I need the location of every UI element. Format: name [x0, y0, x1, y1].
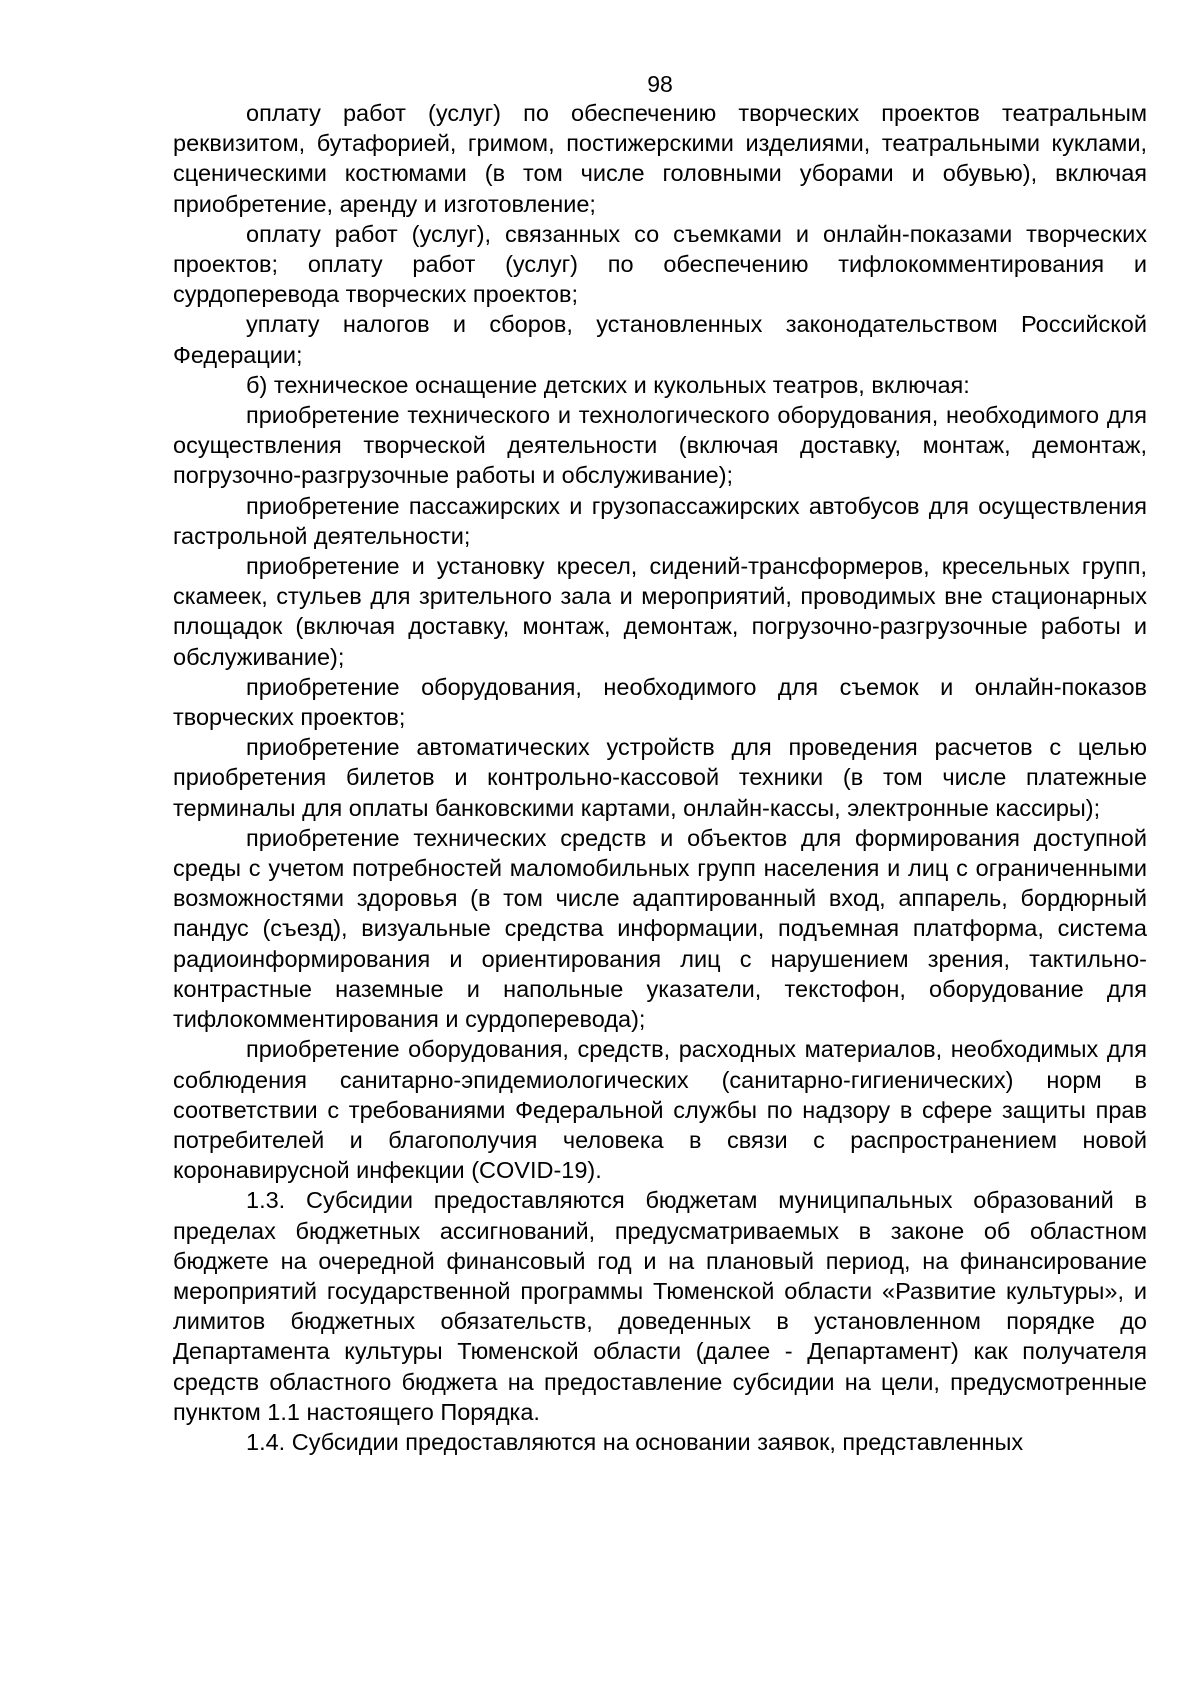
paragraph-seating: приобретение и установку кресел, сидений-трансформеров, кресельных групп, скамеек, стульев для зрительного зала и мероприятий, проводимых вне стационарных площадок (включая доставку, монтаж, демонтаж, погрузочно-разгрузочные работы и обслуживание);	[173, 553, 1147, 670]
paragraph-filming-shows: оплату работ (услуг), связанных со съемками и онлайн-показами творческих проектов; оплату работ (услуг) по обеспечению тифлокомментирования и сурдоперевода творческих проектов;	[173, 220, 1147, 308]
paragraph-buses: приобретение пассажирских и грузопассажирских автобусов для осуществления гастрольной деятельности;	[173, 492, 1147, 549]
paragraph-tech-equipment: приобретение технического и технологического оборудования, необходимого для осуществления творческой деятельности (включая доставку, монтаж, демонтаж, погрузочно-разгрузочные работы и обслуживание);	[173, 402, 1147, 489]
paragraph-section-1-4: 1.4. Субсидии предоставляются на основании заявок, представленных	[246, 1428, 1024, 1455]
page-number: 98	[647, 71, 673, 97]
paragraph-props-costumes: оплату работ (услуг) по обеспечению творческих проектов театральным реквизитом, бутафорией, гримом, постижерскими изделиями, театральными куклами, сценическими костюмами (в том числе головными уборами и обувью), включая приобретение, аренду и изготовление;	[173, 100, 1147, 217]
paragraph-ticketing: приобретение автоматических устройств для проведения расчетов с целью приобретения билетов и контрольно-кассовой техники (в том числе платежные терминалы для оплаты банковскими картами, онлайн-кассы, электронные кассиры);	[173, 734, 1147, 821]
paragraph-accessible-environment: приобретение технических средств и объектов для формирования доступной среды с учетом потребностей маломобильных групп населения и лиц с ограниченными возможностями здоровья (в том числе адаптированный вход, аппарель, бордюрный пандус (съезд), визуальные средства информации, подъемная платформа, система радиоинформирования и ориентирования лиц с нарушением зрения, тактильно-контрастные наземные и напольные указатели, текстофон, оборудование для тифлокомментирования и сурдоперевода);	[173, 824, 1147, 1033]
paragraph-taxes: уплату налогов и сборов, установленных законодательством Российской Федерации;	[173, 311, 1147, 368]
paragraph-sanitary: приобретение оборудования, средств, расходных материалов, необходимых для соблюдения санитарно-эпидемиологических (санитарно-гигиенических) норм в соответствии с требованиями Федеральной службы по надзору в сфере защиты прав потребителей и благополучия человека в связи с распространением новой коронавирусной инфекции (COVID-19).	[173, 1036, 1147, 1184]
paragraph-technical-equipment-heading: б) техническое оснащение детских и кукольных театров, включая:	[246, 371, 970, 398]
document-page	[173, 70, 1147, 1457]
paragraph-section-1-3: 1.3. Субсидии предоставляются бюджетам муниципальных образований в пределах бюджетных ассигнований, предусматриваемых в законе об областном бюджете на очередной финансовый год и на плановый период, на финансирование мероприятий государственной программы Тюменской области «Развитие культуры», и лимитов бюджетных обязательств, доведенных в установленном порядке до Департамента культуры Тюменской области (далее - Департамент) как получателя средств областного бюджета на предоставление субсидии на цели, предусмотренные пунктом 1.1 настоящего Порядка.	[173, 1187, 1147, 1425]
paragraph-filming-equipment: приобретение оборудования, необходимого для съемок и онлайн-показов творческих проектов;	[173, 673, 1147, 731]
